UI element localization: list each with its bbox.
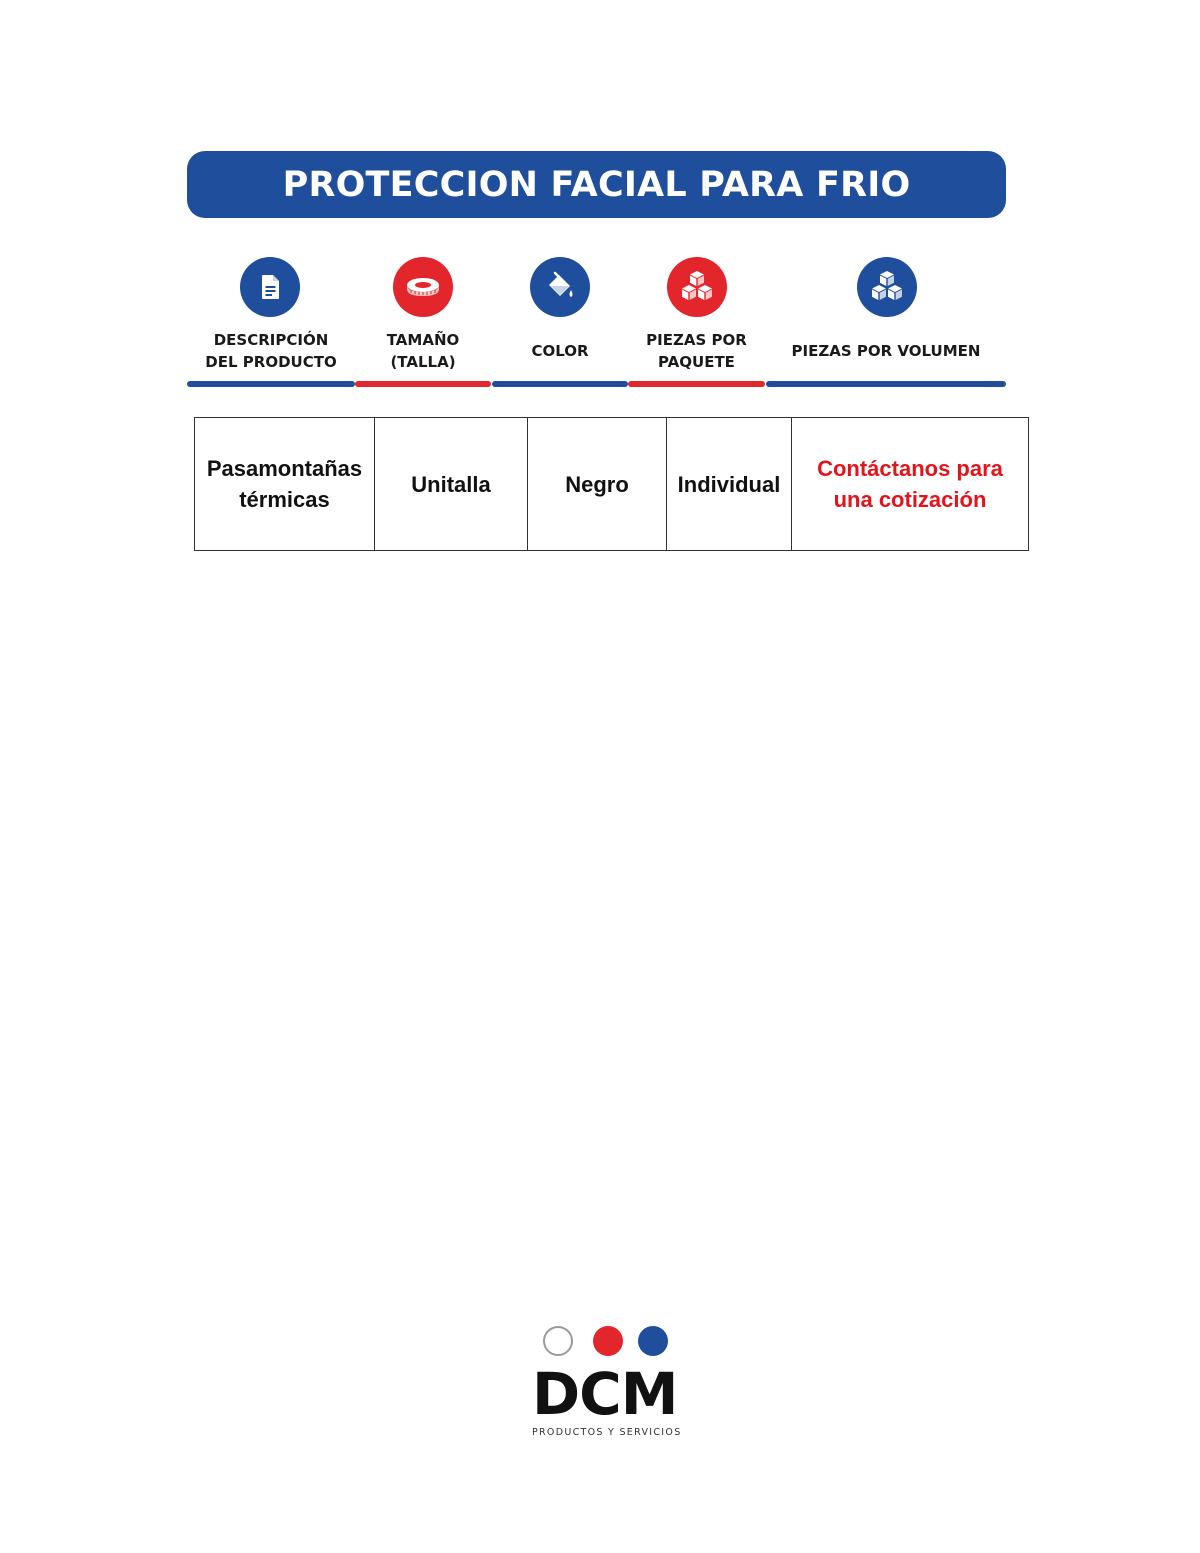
logo-tagline: PRODUCTOS Y SERVICIOS	[532, 1427, 682, 1438]
header-label: COLOR	[531, 342, 589, 360]
header-size	[355, 255, 491, 387]
logo-brand: DCM	[532, 1360, 678, 1428]
header-underline	[187, 381, 355, 387]
boxes-icon	[857, 257, 917, 317]
header-color	[492, 255, 628, 387]
paint-bucket-icon	[530, 257, 590, 317]
cell-pieces-per-package: Individual	[667, 418, 792, 551]
product-table	[194, 417, 1029, 551]
header-label: PIEZAS POR PAQUETE	[646, 331, 747, 371]
measuring-tape-icon	[393, 257, 453, 317]
header-underline	[766, 381, 1006, 387]
header-underline	[628, 381, 765, 387]
header-label: PIEZAS POR VOLUMEN	[791, 342, 981, 360]
header-description	[187, 255, 355, 387]
boxes-icon	[667, 257, 727, 317]
cell-size: Unitalla	[375, 418, 528, 551]
table-row	[195, 418, 1029, 551]
dcm-logo	[530, 1325, 685, 1445]
page-title: PROTECCION FACIAL PARA FRIO	[187, 151, 1006, 218]
logo-dot-white	[543, 1326, 573, 1356]
header-pieces-package	[628, 255, 765, 387]
header-pieces-volume	[766, 255, 1006, 387]
cell-color: Negro	[528, 418, 667, 551]
cell-volume-quote: Contáctanos para una cotización	[792, 418, 1029, 551]
header-label: DESCRIPCIÓN DEL PRODUCTO	[205, 331, 337, 371]
cell-description: Pasamontañas térmicas	[195, 418, 375, 551]
header-label: TAMAÑO (TALLA)	[386, 331, 460, 371]
header-underline	[492, 381, 628, 387]
logo-dot-blue	[638, 1326, 668, 1356]
document-icon	[240, 257, 300, 317]
logo-dot-red	[593, 1326, 623, 1356]
header-underline	[355, 381, 491, 387]
